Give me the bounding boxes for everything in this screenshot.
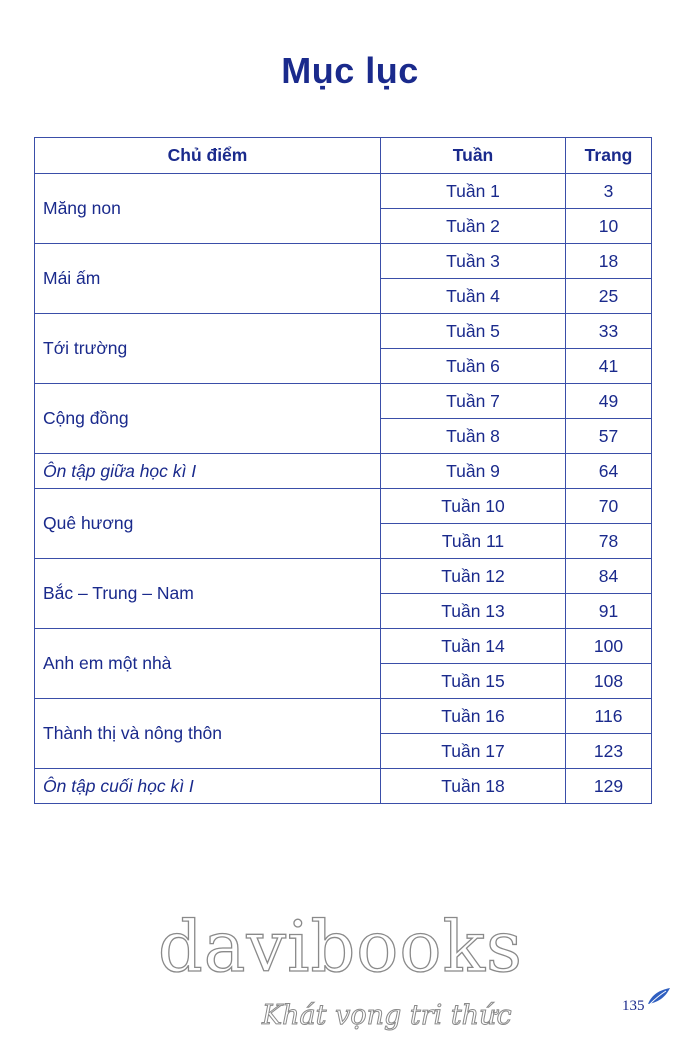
page-cell: 41 bbox=[566, 349, 652, 384]
header-page: Trang bbox=[566, 138, 652, 174]
topic-cell: Thành thị và nông thôn bbox=[35, 699, 381, 769]
table-row bbox=[35, 489, 652, 524]
page-cell: 70 bbox=[566, 489, 652, 524]
table-row bbox=[35, 384, 652, 419]
week-cell: Tuần 3 bbox=[381, 244, 566, 279]
topic-cell: Ôn tập giữa học kì I bbox=[35, 454, 381, 489]
week-cell: Tuần 12 bbox=[381, 559, 566, 594]
leaf-icon bbox=[646, 986, 672, 1008]
table-row bbox=[35, 314, 652, 349]
week-cell: Tuần 4 bbox=[381, 279, 566, 314]
week-cell: Tuần 18 bbox=[381, 769, 566, 804]
table-row bbox=[35, 629, 652, 664]
page-title: Mục lục bbox=[281, 50, 419, 91]
week-cell: Tuần 2 bbox=[381, 209, 566, 244]
table-row bbox=[35, 454, 652, 489]
week-cell: Tuần 11 bbox=[381, 524, 566, 559]
table-row bbox=[35, 699, 652, 734]
page-cell: 100 bbox=[566, 629, 652, 664]
brand-slogan: Khát vọng tri thức bbox=[262, 1000, 512, 1031]
header-week: Tuần bbox=[381, 138, 566, 174]
week-cell: Tuần 6 bbox=[381, 349, 566, 384]
week-cell: Tuần 8 bbox=[381, 419, 566, 454]
week-cell: Tuần 5 bbox=[381, 314, 566, 349]
table-row bbox=[35, 559, 652, 594]
table-row bbox=[35, 174, 652, 209]
brand-watermark: davibooks bbox=[158, 906, 523, 988]
page-cell: 91 bbox=[566, 594, 652, 629]
topic-cell: Quê hương bbox=[35, 489, 381, 559]
table-row bbox=[35, 244, 652, 279]
header-topic: Chủ điểm bbox=[35, 138, 381, 174]
table-row bbox=[35, 769, 652, 804]
topic-cell: Anh em một nhà bbox=[35, 629, 381, 699]
topic-cell: Cộng đồng bbox=[35, 384, 381, 454]
page-cell: 84 bbox=[566, 559, 652, 594]
page-cell: 49 bbox=[566, 384, 652, 419]
week-cell: Tuần 16 bbox=[381, 699, 566, 734]
page-cell: 116 bbox=[566, 699, 652, 734]
page-cell: 10 bbox=[566, 209, 652, 244]
page-cell: 33 bbox=[566, 314, 652, 349]
page-cell: 3 bbox=[566, 174, 652, 209]
header-row bbox=[35, 138, 652, 174]
page-cell: 64 bbox=[566, 454, 652, 489]
topic-cell: Măng non bbox=[35, 174, 381, 244]
topic-cell: Tới trường bbox=[35, 314, 381, 384]
week-cell: Tuần 17 bbox=[381, 734, 566, 769]
page-cell: 108 bbox=[566, 664, 652, 699]
page-cell: 123 bbox=[566, 734, 652, 769]
week-cell: Tuần 13 bbox=[381, 594, 566, 629]
week-cell: Tuần 10 bbox=[381, 489, 566, 524]
topic-cell: Mái ấm bbox=[35, 244, 381, 314]
week-cell: Tuần 7 bbox=[381, 384, 566, 419]
page-cell: 18 bbox=[566, 244, 652, 279]
toc-body bbox=[35, 174, 652, 804]
page-cell: 78 bbox=[566, 524, 652, 559]
topic-cell: Ôn tập cuối học kì I bbox=[35, 769, 381, 804]
week-cell: Tuần 15 bbox=[381, 664, 566, 699]
page-cell: 129 bbox=[566, 769, 652, 804]
week-cell: Tuần 9 bbox=[381, 454, 566, 489]
week-cell: Tuần 14 bbox=[381, 629, 566, 664]
topic-cell: Bắc – Trung – Nam bbox=[35, 559, 381, 629]
page-cell: 57 bbox=[566, 419, 652, 454]
week-cell: Tuần 1 bbox=[381, 174, 566, 209]
table-of-contents bbox=[34, 137, 652, 804]
page-cell: 25 bbox=[566, 279, 652, 314]
page-number: 135 bbox=[622, 998, 645, 1014]
